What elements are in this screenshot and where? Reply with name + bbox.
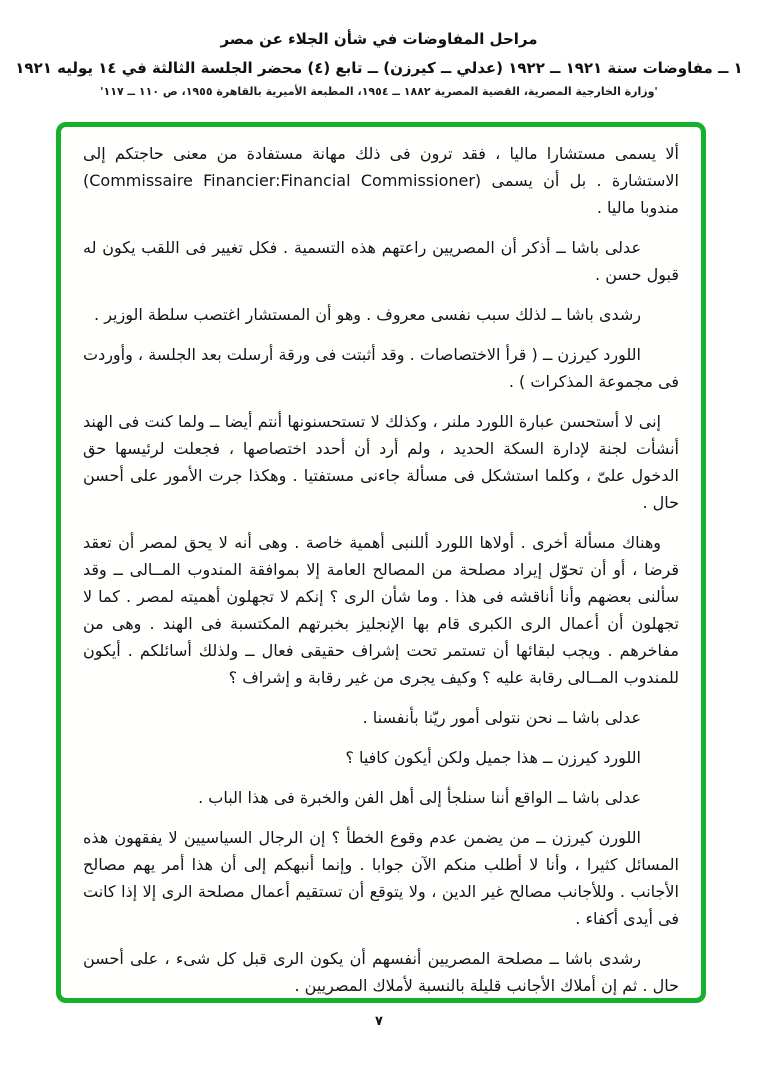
page-number: ٧ [375,1014,383,1029]
paragraph-milner-remark: إنى لا أستحسن عبارة اللورد ملنر ، وكذلك لا تستحسنونها أنتم أيضا ــ ولما كنت فى الهند أنشأت لجنة لإدارة السكة الحديد ، ولم أرد أن أحدد اختصاصها ، فجعلت لرئيسها حق الدخول علىّ ، وكلما استشكل فى مسألة جاءنى مستفتيا . وهكذا جرت الأمور على أحسن حال . [83,412,679,512]
paragraph-lord-curzon-2: اللورد كيرزن ــ هذا جميل ولكن أيكون كافيا ؟ [345,748,641,767]
highlighted-content-box [56,122,706,1003]
paragraph-adly-pasha-2: عدلى باشا ــ نحن نتولى أمور ريّنا بأنفسنا . [362,708,641,727]
paragraph-rushdy-pasha-1: رشدى باشا ــ لذلك سبب نفسى معروف . وهو أن المستشار اغتصب سلطة الوزير . [94,305,641,324]
paragraph-other-issue: وهناك مسألة أخرى . أولاها اللورد أللنبى أهمية خاصة . وهى أنه لا يحق لمصر أن تعقد قرضا ، أو أن تحوّل إيراد مصلحة من المصالح العامة إلا بموافقة المندوب المــالى ــ وقد سألنى بعضهم وأنا أناقشه فى هذا . وما شأن الرى ؟ إنكم لا تجهلون أهميته لمصر . كما لا تجهلون أن أعمال الرى الكبرى قام بها الإنجليز بخبرتهم المكتسبة فى الهند . وهى من مفاخرهم . ويجب لبقائها أن تستمر تحت إشراف حقيقى فعال ــ ولذلك أسائلكم . أيكون للمندوب المــالى رقابة عليه ؟ وكيف يجرى من غير رقابة و إشراف ؟ [83,533,679,687]
paragraph-adly-pasha-1: عدلى باشا ــ أذكر أن المصريين راعتهم هذه التسمية . فكل تغيير فى اللقب يكون له قبول حسن . [83,238,679,284]
paragraph-lord-curzon-1: اللورد كيرزن ــ ( قرأ الاختصاصات . وقد أثبتت فى ورقة أرسلت بعد الجلسة ، وأوردت فى مجموعة المذكرات ) . [83,345,679,391]
paragraph-adly-pasha-3: عدلى باشا ــ الواقع أننا سنلجأ إلى أهل الفن والخبرة فى هذا الباب . [198,788,641,807]
page-header [0,30,758,98]
document-subtitle: ١ ــ مفاوضات سنة ١٩٢١ ــ ١٩٢٢ (عدلي ــ كيرزن) ــ تابع (٤) محضر الجلسة الثالثة في ١٤ يوليه ١٩٢١ [15,59,743,77]
document-title: مراحل المفاوضات في شأن الجلاء عن مصر [220,30,538,48]
source-citation: 'وزارة الخارجية المصرية، القضية المصرية ١٨٨٢ ــ ١٩٥٤، المطبعة الأميرية بالقاهرة ١٩٥٥، ص ١١٠ ــ ١١٧' [100,85,658,98]
paragraph-rushdy-pasha-2: رشدى باشا ــ مصلحة المصريين أنفسهم أن يكون الرى قبل كل شىء ، على أحسن حال . ثم إن أملاك الأجانب قليلة بالنسبة لأملاك المصريين . [83,949,679,995]
paragraph-intro: ألا يسمى مستشارا ماليا ، فقد ترون فى ذلك مهانة مستفادة من معنى حاجتكم إلى الاستشارة . بل أن يسمى (Commissaire Financier:Financial Commissioner) مندوبا ماليا . [83,144,679,217]
paragraph-lord-curzon-3: اللورن كيرزن ــ من يضمن عدم وقوع الخطأ ؟ إن الرجال السياسيين لا يفقهون هذه المسائل كثيرا ، وأنا لا أطلب منكم الآن جوابا . وإنما أنبهكم إلى أن هذا أمر يهم مصالح الأجانب . وللأجانب مصالح غير الدين ، ولا يتوقع أن تستقيم أعمال مصلحة الرى إلا إذا كانت فى أيدى أكفاء . [83,828,679,928]
